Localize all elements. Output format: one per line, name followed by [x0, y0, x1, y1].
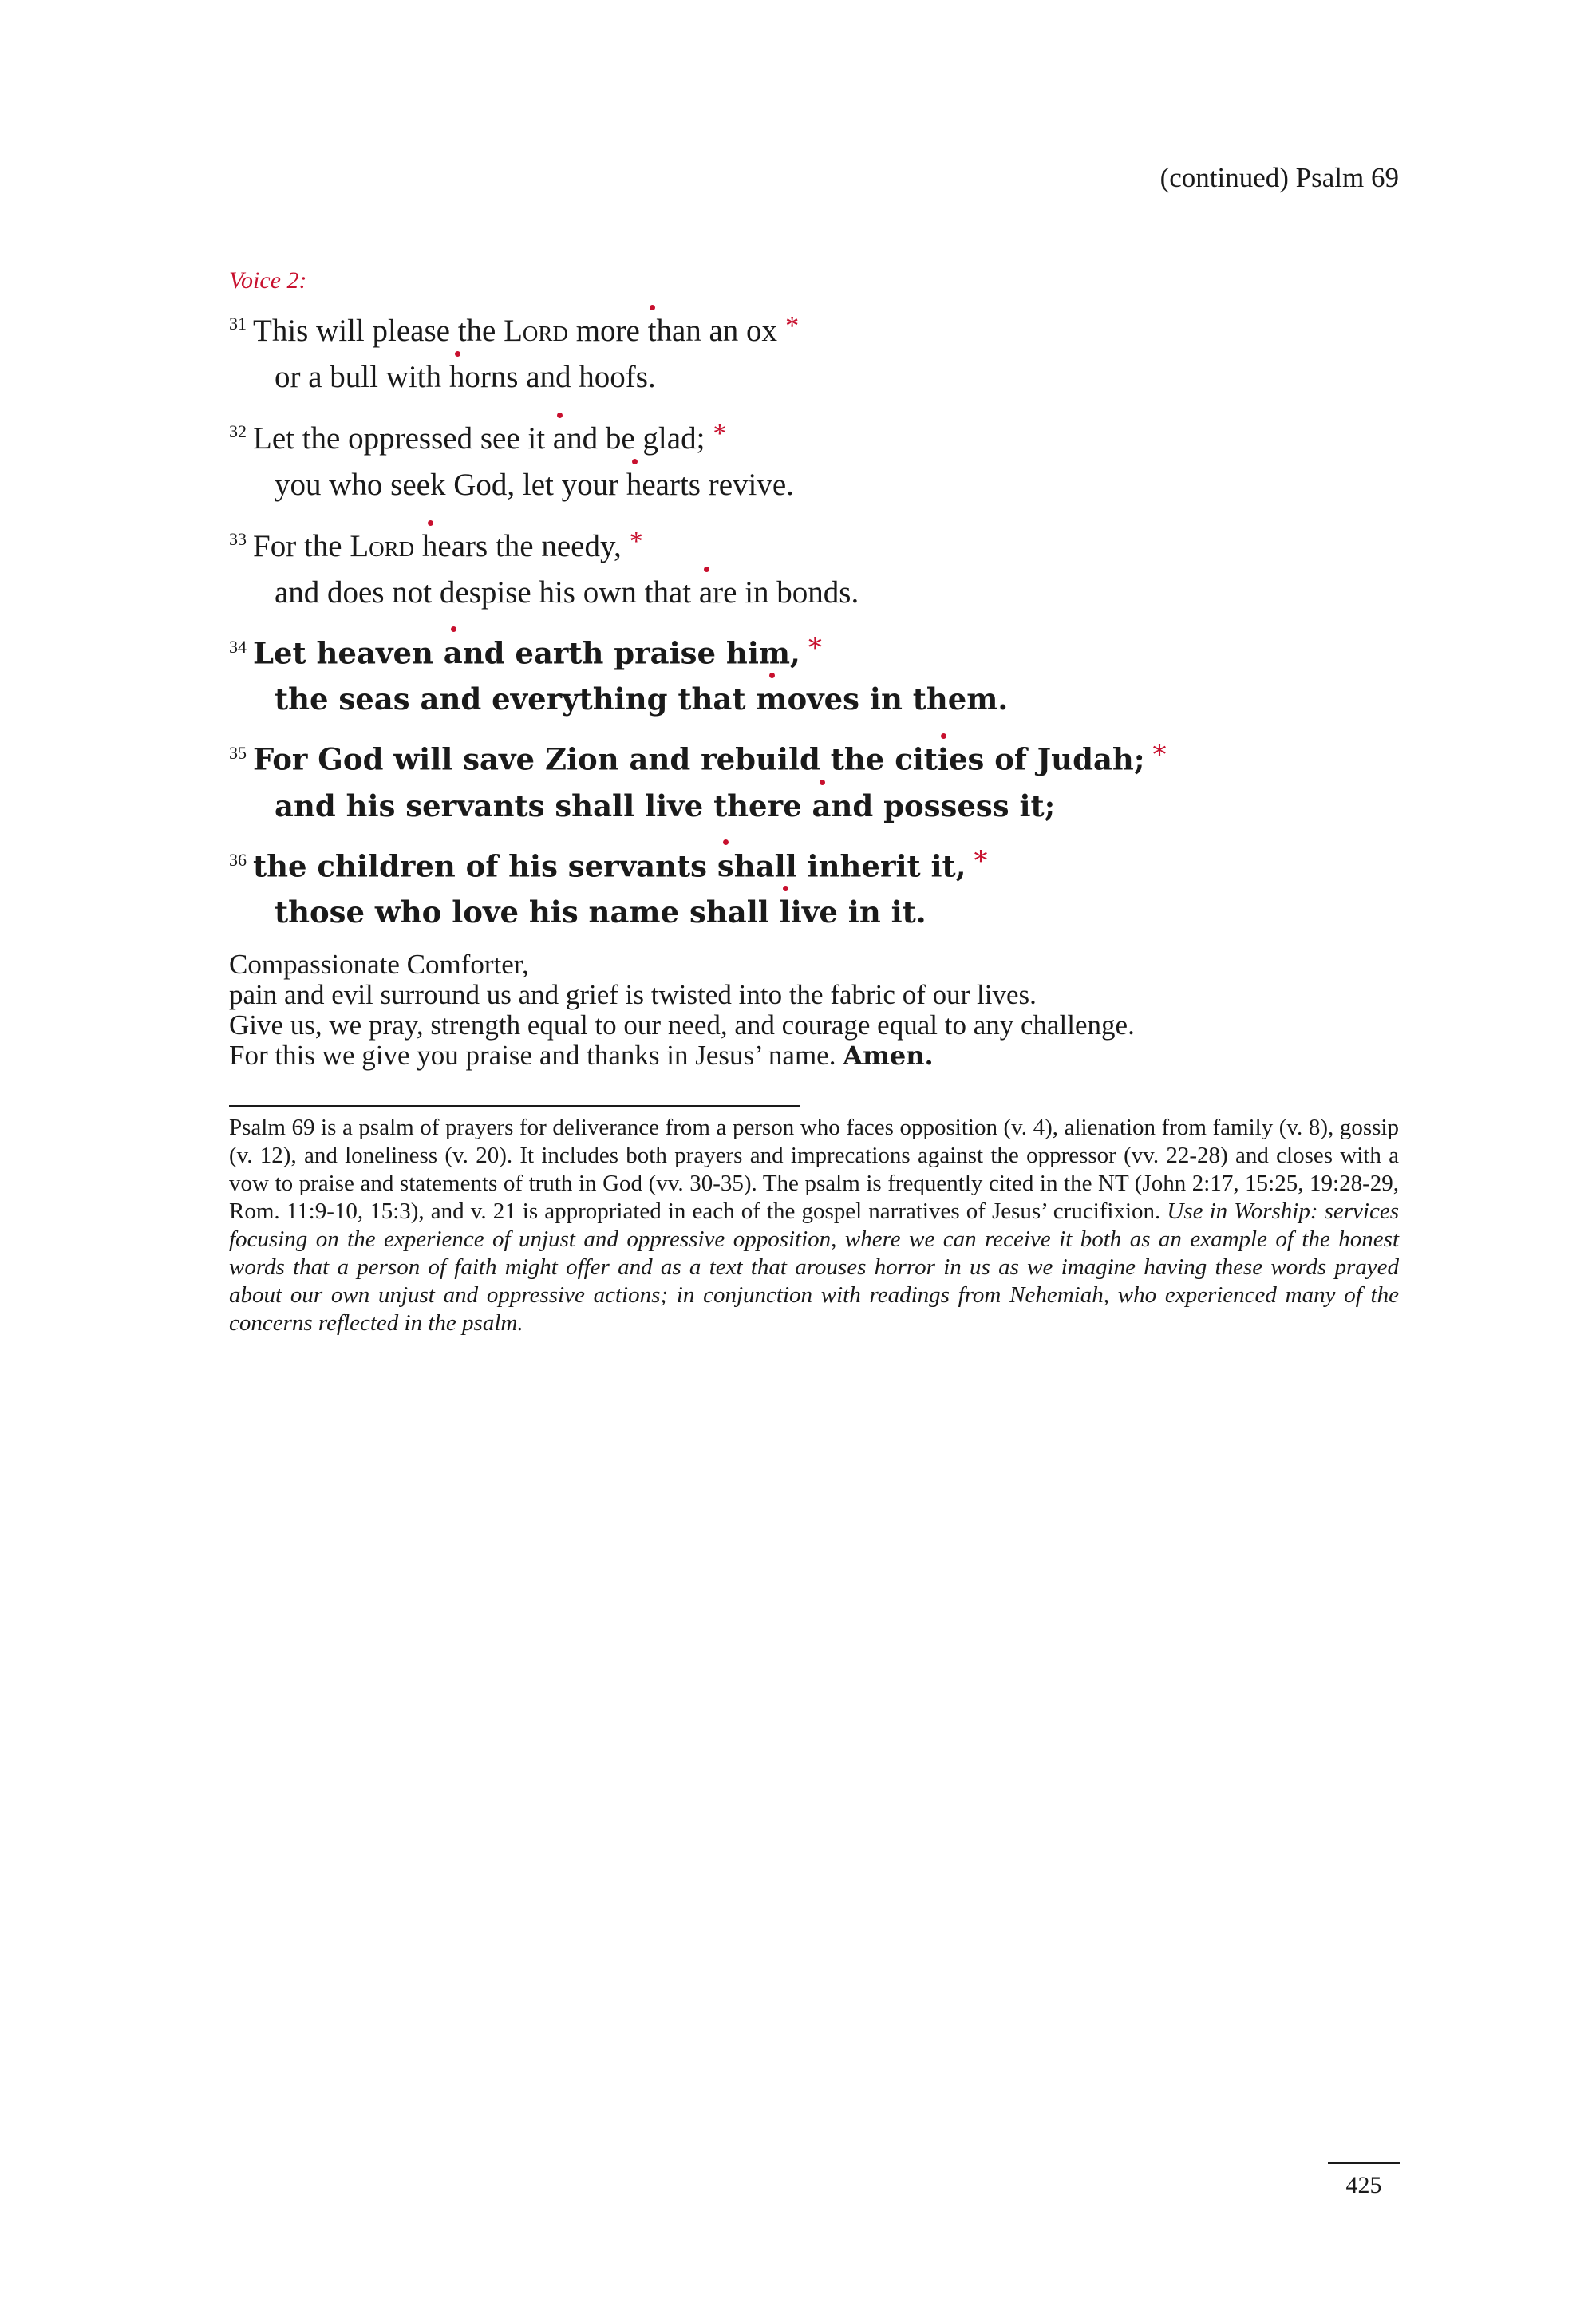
- verse-line: [229, 837, 1399, 889]
- verse-33: [229, 516, 1399, 616]
- asterisk-mark: *: [974, 844, 988, 877]
- pointing-dot: h: [422, 523, 438, 570]
- psalm-text: [229, 267, 1399, 943]
- pointing-dot: a: [699, 570, 713, 616]
- pointing-dot: a: [812, 783, 832, 829]
- verse-35: [229, 730, 1399, 828]
- verse-text: those who love his name shall: [275, 894, 780, 930]
- verse-text: es of Judah;: [948, 741, 1145, 777]
- footnote-rule: [229, 1105, 800, 1107]
- asterisk-mark: *: [785, 311, 800, 341]
- verse-number: 34: [229, 637, 247, 657]
- running-head: (continued) Psalm 69: [1159, 162, 1399, 193]
- verse-text: [414, 529, 422, 563]
- page-number: 425: [1345, 2172, 1382, 2198]
- verse-text: oves in them.: [787, 681, 1009, 717]
- pointing-dot: m: [756, 676, 787, 722]
- pointing-dot: i: [938, 736, 949, 783]
- prayer-line: [229, 1041, 1399, 1071]
- verse-text: the children of his servants: [253, 847, 717, 883]
- verse-text: re in bonds.: [713, 575, 859, 610]
- verse-text: This will please the: [253, 314, 504, 348]
- verse-number: 35: [229, 743, 247, 764]
- verse-number: 32: [229, 421, 247, 441]
- pointing-dot: a: [444, 630, 463, 676]
- verse-line: [229, 676, 1399, 722]
- amen: Amen.: [843, 1041, 934, 1071]
- prayer-text: For this we give you praise and thanks in Jesus’ name.: [229, 1040, 836, 1071]
- pointing-dot: t: [648, 308, 657, 354]
- verse-line: [229, 409, 1399, 462]
- verse-34: [229, 624, 1399, 722]
- voice-label: Voice 2:: [229, 267, 307, 294]
- verse-line: [229, 570, 1399, 616]
- verse-text: Let heaven: [253, 635, 444, 671]
- closing-prayer: [229, 950, 1399, 1071]
- verse-text: Let the oppressed see it: [253, 421, 553, 456]
- verse-31: [229, 301, 1399, 401]
- verse-text: or a bull with: [275, 360, 449, 394]
- verse-text: orns and hoofs.: [464, 360, 656, 394]
- verse-line: [229, 462, 1399, 508]
- commentary-text: Psalm 69 is a psalm of prayers for deliverance from a person who faces opposition (v. 4), alienation from family (v. 8), gossip (v. 12), and loneliness (v. 20). It includes both prayers and imprecations against the oppressor (vv. 22-28) and closes with a vow to praise and statements of truth in God (vv. 30-35). The psalm is frequently cited in the NT (John 2:17, 15:25, 19:28-29, Rom. 11:9-10, 15:3), and v. 21 is appropriated in each of the gospel narratives of Jesus’ crucifixion.: [229, 1115, 1399, 1224]
- asterisk-mark: *: [629, 527, 643, 556]
- verse-text: hall inherit it,: [733, 847, 966, 883]
- folio-rule: [1328, 2162, 1400, 2164]
- verse-36: [229, 837, 1399, 935]
- asterisk-mark: *: [713, 419, 727, 448]
- verse-line: [229, 301, 1399, 354]
- verse-number: 36: [229, 849, 247, 870]
- verse-text: For the: [253, 529, 350, 563]
- verse-text: ive in it.: [790, 894, 926, 930]
- prayer-line: Compassionate Comforter,: [229, 949, 529, 980]
- verse-line: [229, 516, 1399, 570]
- verse-text: ears the needy,: [437, 529, 622, 563]
- verse-text: and does not despise his own that: [275, 575, 699, 610]
- verse-line: [229, 889, 1399, 935]
- verse-line: [229, 783, 1399, 829]
- pointing-dot: l: [780, 889, 791, 935]
- verse-text: you who seek God, let your: [275, 468, 626, 502]
- verse-number: 31: [229, 314, 247, 334]
- verse-text: nd possess it;: [831, 788, 1056, 823]
- verse-text: nd earth praise him,: [462, 635, 800, 671]
- verse-number: 33: [229, 529, 247, 549]
- asterisk-mark: *: [1152, 738, 1167, 771]
- pointing-dot: h: [449, 354, 465, 401]
- verse-32: [229, 409, 1399, 508]
- verse-line: [229, 354, 1399, 401]
- verse-line: [229, 730, 1399, 782]
- use-in-worship: Use in Worship: services focusing on the experience of unjust and oppressive opposition, where we can receive it both as an example of the honest words that a person of faith might offer and as a text that arouses horror in us as we imagine having these words prayed about our own unjust and oppressive actions; in conjunction with readings from Nehemiah, who experienced many of the concerns reflected in the psalm.: [229, 1198, 1399, 1336]
- verse-text: and his servants shall live there: [275, 788, 812, 823]
- asterisk-mark: *: [808, 632, 822, 665]
- verse-text: nd be glad;: [567, 421, 705, 456]
- verse-text: For God will save Zion and rebuild the cit: [253, 741, 938, 777]
- verse-text: han an ox: [656, 314, 778, 348]
- verse-text: more: [567, 314, 648, 348]
- pointing-dot: s: [717, 843, 734, 889]
- verse-text: earts revive.: [642, 468, 794, 502]
- verse-line: [229, 624, 1399, 676]
- verse-text: the seas and everything that: [275, 681, 757, 717]
- divine-name: Lord: [350, 529, 415, 563]
- divine-name: Lord: [504, 314, 568, 348]
- prayer-line: pain and evil surround us and grief is twisted into the fabric of our lives.: [229, 979, 1037, 1010]
- pointing-dot: a: [553, 416, 567, 462]
- psalm-commentary: [229, 1114, 1399, 1337]
- prayer-line: Give us, we pray, strength equal to our need, and courage equal to any challenge.: [229, 1009, 1135, 1041]
- pointing-dot: h: [626, 462, 642, 508]
